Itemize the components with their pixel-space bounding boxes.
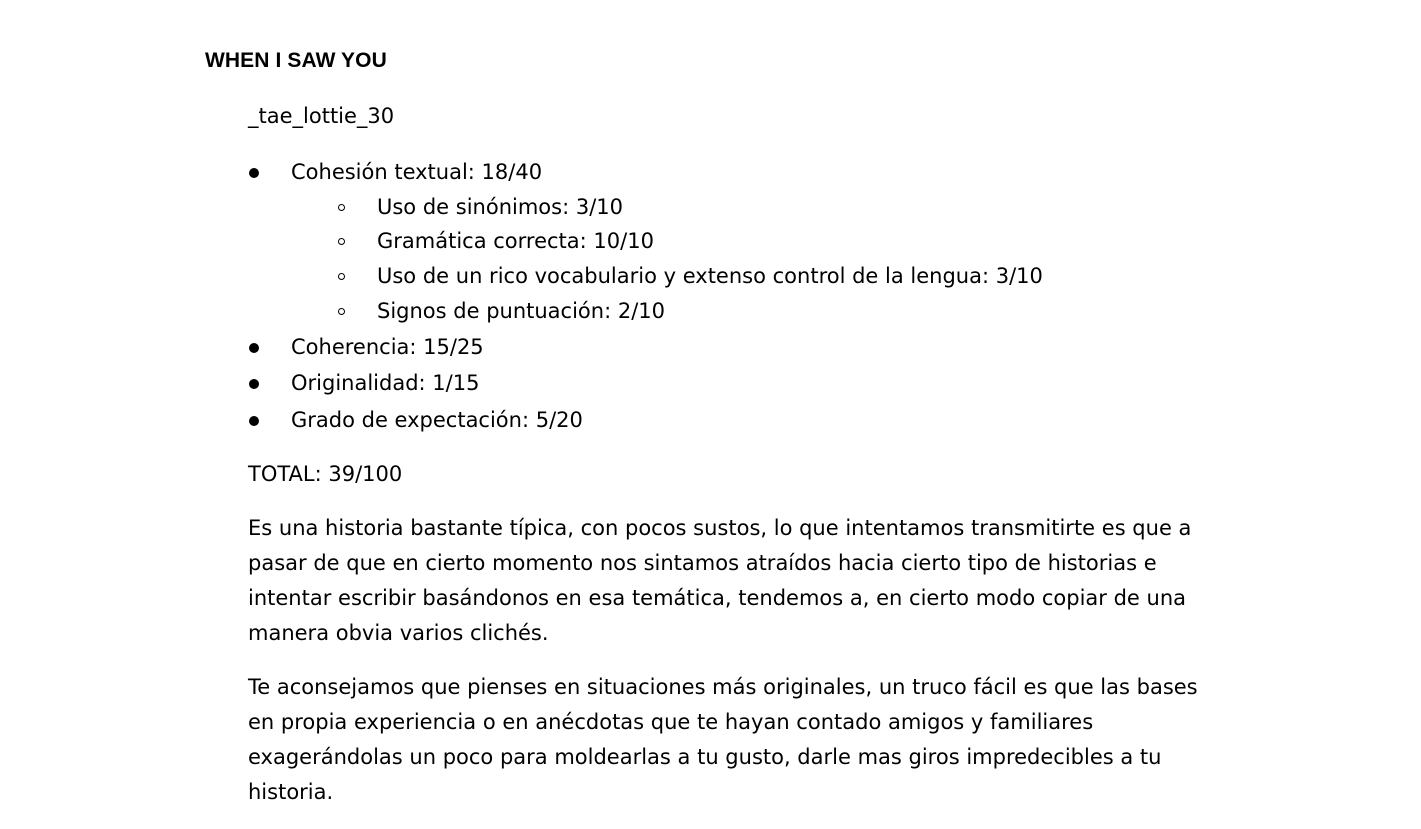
document-title: WHEN I SAW YOU bbox=[205, 49, 387, 72]
sub-list-item: Uso de sinónimos: 3/10 bbox=[377, 195, 623, 219]
bullet-icon bbox=[249, 416, 259, 426]
feedback-paragraph bbox=[248, 511, 1258, 651]
sub-list-item: Uso de un rico vocabulario y extenso control de la lengua: 3/10 bbox=[377, 264, 1043, 288]
paragraph-line: Te aconsejamos que pienses en situaciones más originales, un truco fácil es que las bases bbox=[248, 675, 1198, 699]
list-item: Grado de expectación: 5/20 bbox=[291, 408, 583, 432]
sub-bullet-icon bbox=[338, 273, 345, 280]
paragraph-line: en propia experiencia o en anécdotas que te hayan contado amigos y familiares bbox=[248, 710, 1094, 734]
list-item: Originalidad: 1/15 bbox=[291, 371, 480, 395]
list-item: Coherencia: 15/25 bbox=[291, 335, 484, 359]
paragraph-line: manera obvia varios clichés. bbox=[248, 621, 549, 645]
sub-list-item: Gramática correcta: 10/10 bbox=[377, 229, 654, 253]
bullet-icon bbox=[249, 343, 259, 353]
sub-bullet-icon bbox=[338, 204, 345, 211]
advice-paragraph bbox=[248, 670, 1258, 810]
author-name: _tae_lottie_30 bbox=[248, 104, 395, 128]
sub-list-item: Signos de puntuación: 2/10 bbox=[377, 299, 666, 323]
paragraph-line: historia. bbox=[248, 780, 334, 804]
paragraph-line: pasar de que en cierto momento nos sintamos atraídos hacia cierto tipo de historias e bbox=[248, 551, 1157, 575]
paragraph-line: intentar escribir basándonos en esa temática, tendemos a, en cierto modo copiar de una bbox=[248, 586, 1187, 610]
bullet-icon bbox=[249, 379, 259, 389]
list-item: Cohesión textual: 18/40 bbox=[291, 160, 543, 184]
paragraph-line: Es una historia bastante típica, con pocos sustos, lo que intentamos transmitirte es que a bbox=[248, 516, 1192, 540]
total-score: TOTAL: 39/100 bbox=[248, 462, 403, 486]
paragraph-line: exagerándolas un poco para moldearlas a tu gusto, darle mas giros impredecibles a tu bbox=[248, 745, 1162, 769]
bullet-icon bbox=[249, 168, 259, 178]
sub-bullet-icon bbox=[338, 238, 345, 245]
sub-bullet-icon bbox=[338, 308, 345, 315]
